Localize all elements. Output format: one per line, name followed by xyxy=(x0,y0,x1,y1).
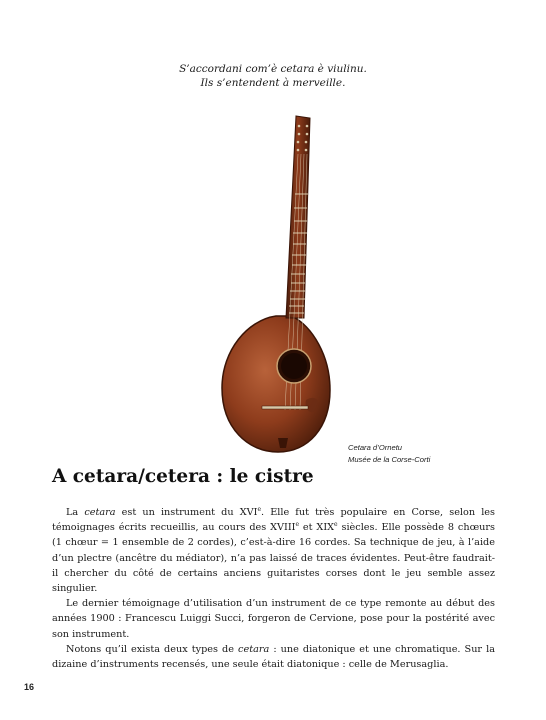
paragraph-3: Notons qu’il exista deux types de cetara : une diatonique et une chromatique. Sur la dizaine d’instruments recensés, une seule était diatonique : celle de Merusaglia. xyxy=(52,643,495,671)
section-heading: A cetara/cetera : le cistre xyxy=(52,466,314,487)
caption-line-1: Cetara d’Ornetu xyxy=(348,443,403,452)
page-number: 16 xyxy=(24,682,35,692)
epigraph-line-2: Ils s’entendent à merveille. xyxy=(200,77,346,89)
epigraph xyxy=(0,62,546,90)
paragraph-2: Le dernier témoignage d’utilisation d’un instrument de ce type remonte au début des années 1900 : Francescu Luiggi Succi, forgeron de Cervione, pose pour la postérité avec son instrument. xyxy=(52,598,495,640)
caption-line-2: Musée de la Corse-Corti xyxy=(348,455,431,464)
bridge xyxy=(262,406,308,409)
epigraph-line-1: S’accordani com’è cetara è viulinu. xyxy=(179,63,367,75)
instrument-neck xyxy=(286,116,310,318)
paragraph-1: La cetara est un instrument du XVIe. Elle fut très populaire en Corse, selon les témoignages écrits recueillis, au cours des XVIIIe et XIXe siècles. Elle possède 8 chœurs (1 chœur = 1 ensemble de 2 cordes), c’est-à-dire 16 cordes. Sa technique de jeu, à l’aide d’un plectre (ancêtre du médiator), n’a pas laissé de traces évidentes. Peut-être faudrait-il chercher du côté de certains anciens guitaristes corses dont le jeu semble assez singulier. xyxy=(52,505,496,595)
body-text xyxy=(52,505,495,672)
photo-caption xyxy=(348,442,508,466)
cetara-photo xyxy=(218,110,338,455)
instrument-body xyxy=(222,316,330,452)
